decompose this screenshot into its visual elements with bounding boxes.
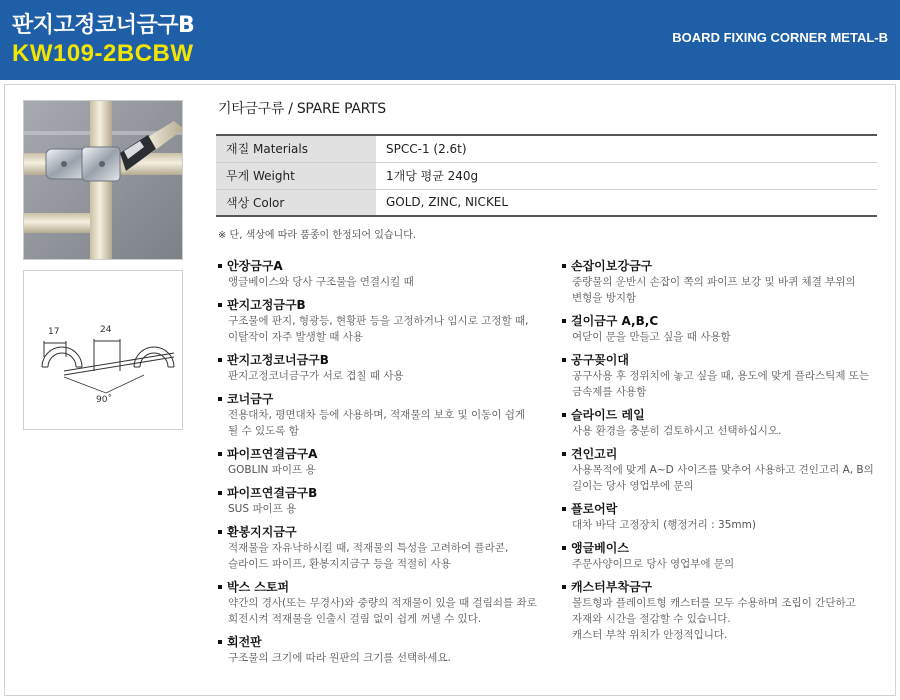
part-title bbox=[562, 352, 882, 368]
part-title-text: 회전판 bbox=[227, 635, 262, 649]
part-title-text: 파이프연결금구B bbox=[227, 486, 318, 500]
part-description: 슬라이드 파이프, 환봉지지금구 등을 적절히 사용 bbox=[228, 558, 451, 570]
bullet-square-icon bbox=[218, 491, 222, 495]
bullet-square-icon bbox=[562, 507, 566, 511]
spec-row-color bbox=[216, 189, 877, 216]
bullet-square-icon bbox=[218, 585, 222, 589]
part-description: 여닫이 문을 만들고 싶을 때 사용함 bbox=[572, 331, 731, 343]
part-title-text: 판지고정금구B bbox=[227, 298, 306, 312]
color-note: ※ 단, 색상에 따라 품종이 한정되어 있습니다. bbox=[218, 230, 417, 241]
dimension-drawing bbox=[23, 270, 183, 430]
bullet-square-icon bbox=[218, 397, 222, 401]
part-title-text: 손잡이보강금구 bbox=[571, 259, 653, 273]
spec-table bbox=[216, 134, 877, 217]
part-title bbox=[562, 579, 882, 595]
part-title-text: 견인고리 bbox=[571, 447, 618, 461]
part-item bbox=[218, 634, 548, 666]
part-title-text: 파이프연결금구A bbox=[227, 447, 318, 461]
part-title bbox=[562, 540, 882, 556]
part-description: 앵글베이스와 당사 구조물을 연결시킬 때 bbox=[228, 276, 414, 288]
spec-value: GOLD, ZINC, NICKEL bbox=[376, 189, 877, 216]
angle-label: 90˚ bbox=[96, 395, 112, 405]
bullet-square-icon bbox=[218, 530, 222, 534]
part-title bbox=[218, 297, 548, 313]
part-item bbox=[218, 391, 548, 439]
part-title bbox=[218, 391, 548, 407]
part-description: 볼트형과 플레이트형 캐스터를 모두 수용하며 조립이 간단하고 bbox=[572, 597, 856, 609]
part-item bbox=[562, 407, 882, 439]
bullet-square-icon bbox=[562, 452, 566, 456]
parts-list-left bbox=[218, 258, 548, 673]
part-title-text: 코너금구 bbox=[227, 392, 274, 406]
part-item bbox=[218, 579, 548, 627]
part-title-text: 판지고정코너금구B bbox=[227, 353, 329, 367]
part-title bbox=[562, 258, 882, 274]
part-description: 구조물의 크기에 따라 원판의 크기를 선택하세요. bbox=[228, 652, 451, 664]
part-item bbox=[218, 352, 548, 384]
part-item bbox=[562, 258, 882, 306]
part-item bbox=[218, 485, 548, 517]
part-description: 사용 환경을 충분히 검토하시고 선택하십시오. bbox=[572, 425, 782, 437]
part-description: 길이는 당사 영업부에 문의 bbox=[572, 480, 694, 492]
part-item bbox=[562, 501, 882, 533]
bullet-square-icon bbox=[218, 264, 222, 268]
part-item bbox=[218, 524, 548, 572]
part-description: 판지고정코너금구가 서로 겹칠 때 사용 bbox=[228, 370, 404, 382]
part-title bbox=[562, 407, 882, 423]
part-title-text: 슬라이드 레일 bbox=[571, 408, 645, 422]
part-description: 사용목적에 맞게 A~D 사이즈를 맞추어 사용하고 견인고리 A, B의 bbox=[572, 464, 874, 476]
part-description: 적재물을 자유낙하시킬 때, 적재물의 특성을 고려하여 플라콘, bbox=[228, 542, 509, 554]
part-description: GOBLIN 파이프 용 bbox=[228, 464, 316, 476]
product-photo bbox=[23, 100, 183, 260]
part-description: 중량물의 운반시 손잡이 쪽의 파이프 보강 및 바퀴 체결 부위의 bbox=[572, 276, 856, 288]
part-title bbox=[218, 485, 548, 501]
part-description: 될 수 있도록 함 bbox=[228, 425, 299, 437]
model-code: KW109-2BCBW bbox=[12, 40, 194, 67]
bullet-square-icon bbox=[562, 264, 566, 268]
bullet-square-icon bbox=[562, 358, 566, 362]
dimension-label-24: 24 bbox=[100, 325, 112, 335]
spec-label: 색상 Color bbox=[216, 189, 376, 216]
part-description: 금속제를 사용함 bbox=[572, 386, 647, 398]
bullet-square-icon bbox=[218, 358, 222, 362]
part-title bbox=[218, 352, 548, 368]
parts-list-right bbox=[562, 258, 882, 650]
part-title-text: 박스 스토퍼 bbox=[227, 580, 290, 594]
part-title-text: 캐스터부착금구 bbox=[571, 580, 653, 594]
bullet-square-icon bbox=[218, 640, 222, 644]
part-description: 전용대차, 평면대차 등에 사용하며, 적재물의 보호 및 이동이 쉽게 bbox=[228, 409, 526, 421]
part-title-text: 환봉지지금구 bbox=[227, 525, 297, 539]
part-title-text: 안장금구A bbox=[227, 259, 283, 273]
part-item bbox=[562, 540, 882, 572]
part-title-text: 플로어락 bbox=[571, 502, 618, 516]
part-description: 변형을 방지함 bbox=[572, 292, 637, 304]
part-item bbox=[562, 579, 882, 643]
part-title bbox=[562, 501, 882, 517]
bullet-square-icon bbox=[562, 319, 566, 323]
dimension-label-17: 17 bbox=[48, 327, 60, 337]
part-description: 주문사양이므로 당사 영업부에 문의 bbox=[572, 558, 735, 570]
part-title bbox=[562, 446, 882, 462]
part-title bbox=[218, 634, 548, 650]
part-title-text: 공구꽂이대 bbox=[571, 353, 629, 367]
product-title-english: BOARD FIXING CORNER METAL-B bbox=[672, 30, 888, 45]
header-bar bbox=[0, 0, 900, 80]
bullet-square-icon bbox=[562, 546, 566, 550]
part-item bbox=[562, 352, 882, 400]
bullet-square-icon bbox=[562, 585, 566, 589]
part-description: SUS 파이프 용 bbox=[228, 503, 297, 515]
bullet-square-icon bbox=[562, 413, 566, 417]
part-description: 대차 바닥 고정장치 (행정거리 : 35mm) bbox=[572, 519, 756, 531]
part-item bbox=[562, 446, 882, 494]
part-description: 공구사용 후 정위치에 놓고 싶을 때, 용도에 맞게 플라스틱제 또는 bbox=[572, 370, 870, 382]
part-description: 자재와 시간을 절감할 수 있습니다. bbox=[572, 613, 731, 625]
part-description: 회전시켜 적재물을 인출시 걸림 없이 쉽게 꺼낼 수 있다. bbox=[228, 613, 482, 625]
part-item bbox=[218, 258, 548, 290]
part-description: 약간의 경사(또는 무경사)와 중량의 적재물이 있을 때 걸림쇠를 좌로 bbox=[228, 597, 537, 609]
part-title bbox=[218, 524, 548, 540]
bullet-square-icon bbox=[218, 452, 222, 456]
part-item bbox=[562, 313, 882, 345]
part-description: 캐스터 부착 위치가 안정적입니다. bbox=[572, 629, 728, 641]
spec-row-material bbox=[216, 135, 877, 162]
part-description: 구조물에 판지, 형광등, 현황판 등을 고정하거나 임시로 고정할 때, bbox=[228, 315, 529, 327]
spec-label: 재질 Materials bbox=[216, 135, 376, 162]
part-description: 이탈작이 자주 발생할 때 사용 bbox=[228, 331, 364, 343]
part-title bbox=[562, 313, 882, 329]
spec-label: 무게 Weight bbox=[216, 162, 376, 189]
spec-value: SPCC-1 (2.6t) bbox=[376, 135, 877, 162]
part-title-text: 앵글베이스 bbox=[571, 541, 629, 555]
part-title bbox=[218, 258, 548, 274]
category-heading: 기타금구류 / SPARE PARTS bbox=[218, 101, 386, 117]
part-item bbox=[218, 446, 548, 478]
spec-row-weight bbox=[216, 162, 877, 189]
part-title bbox=[218, 446, 548, 462]
spec-value: 1개당 평균 240g bbox=[376, 162, 877, 189]
product-title: 판지고정코너금구B bbox=[12, 13, 195, 38]
part-item bbox=[218, 297, 548, 345]
part-title-text: 걸이금구 A,B,C bbox=[571, 314, 659, 328]
part-title bbox=[218, 579, 548, 595]
bullet-square-icon bbox=[218, 303, 222, 307]
